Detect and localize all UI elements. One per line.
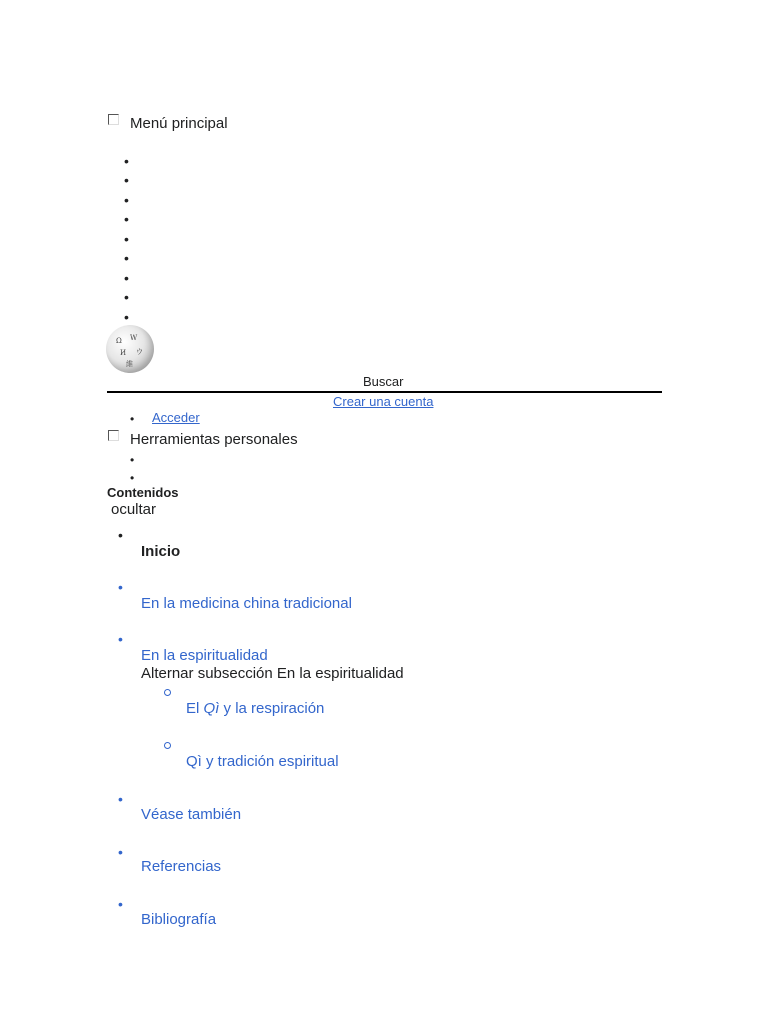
nav-bullet[interactable]: •: [124, 172, 129, 188]
toc-item-medicina[interactable]: En la medicina china tradicional: [141, 595, 352, 612]
create-account-link[interactable]: Crear una cuenta: [333, 394, 434, 409]
toc-item-referencias[interactable]: Referencias: [141, 858, 222, 875]
login-link[interactable]: Acceder: [152, 410, 200, 425]
wikipedia-logo-icon[interactable]: Ω W И ウ 維: [106, 325, 154, 373]
toc-bullet: •: [118, 631, 123, 647]
search-input[interactable]: [107, 391, 662, 393]
nav-bullet[interactable]: •: [124, 309, 129, 325]
nav-bullet[interactable]: •: [124, 231, 129, 247]
main-menu-label[interactable]: Menú principal: [130, 115, 228, 132]
toc-subitem-qi-tradicion[interactable]: Qì y tradición espiritual: [186, 753, 339, 770]
nav-bullet[interactable]: •: [124, 270, 129, 286]
toc-toggle-espiritualidad[interactable]: Alternar subsección En la espiritualidad: [141, 665, 404, 682]
personal-tools-label[interactable]: Herramientas personales: [130, 431, 298, 448]
toc-item-bibliografia[interactable]: Bibliografía: [141, 911, 217, 928]
toc-sub-bullet: [164, 689, 171, 696]
toc-sub-bullet: [164, 742, 171, 749]
search-label[interactable]: Buscar: [363, 374, 404, 389]
toc-item-espiritualidad[interactable]: En la espiritualidad: [141, 647, 268, 664]
toc-bullet: •: [118, 844, 123, 860]
toc-item-inicio[interactable]: Inicio: [141, 543, 181, 560]
toc-title: Contenidos: [107, 485, 179, 500]
nav-bullet[interactable]: •: [124, 211, 129, 227]
nav-bullet[interactable]: •: [124, 250, 129, 266]
nav-bullet[interactable]: •: [124, 289, 129, 305]
toc-item-vease[interactable]: Véase también: [141, 806, 242, 823]
toc-subitem-qi-respiracion[interactable]: El Qì y la respiración: [186, 700, 325, 717]
nav-bullet[interactable]: •: [124, 153, 129, 169]
personal-tools-checkbox[interactable]: [108, 430, 119, 441]
toc-bullet: •: [118, 527, 123, 543]
personal-tools-bullet[interactable]: •: [130, 453, 135, 467]
login-bullet: •: [130, 412, 135, 426]
main-menu-checkbox[interactable]: [108, 114, 119, 125]
toc-bullet: •: [118, 896, 123, 912]
toc-hide-button[interactable]: ocultar: [111, 501, 157, 518]
toc-bullet: •: [118, 579, 123, 595]
toc-bullet: •: [118, 791, 123, 807]
personal-tools-bullet[interactable]: •: [130, 471, 135, 485]
nav-bullet[interactable]: •: [124, 192, 129, 208]
